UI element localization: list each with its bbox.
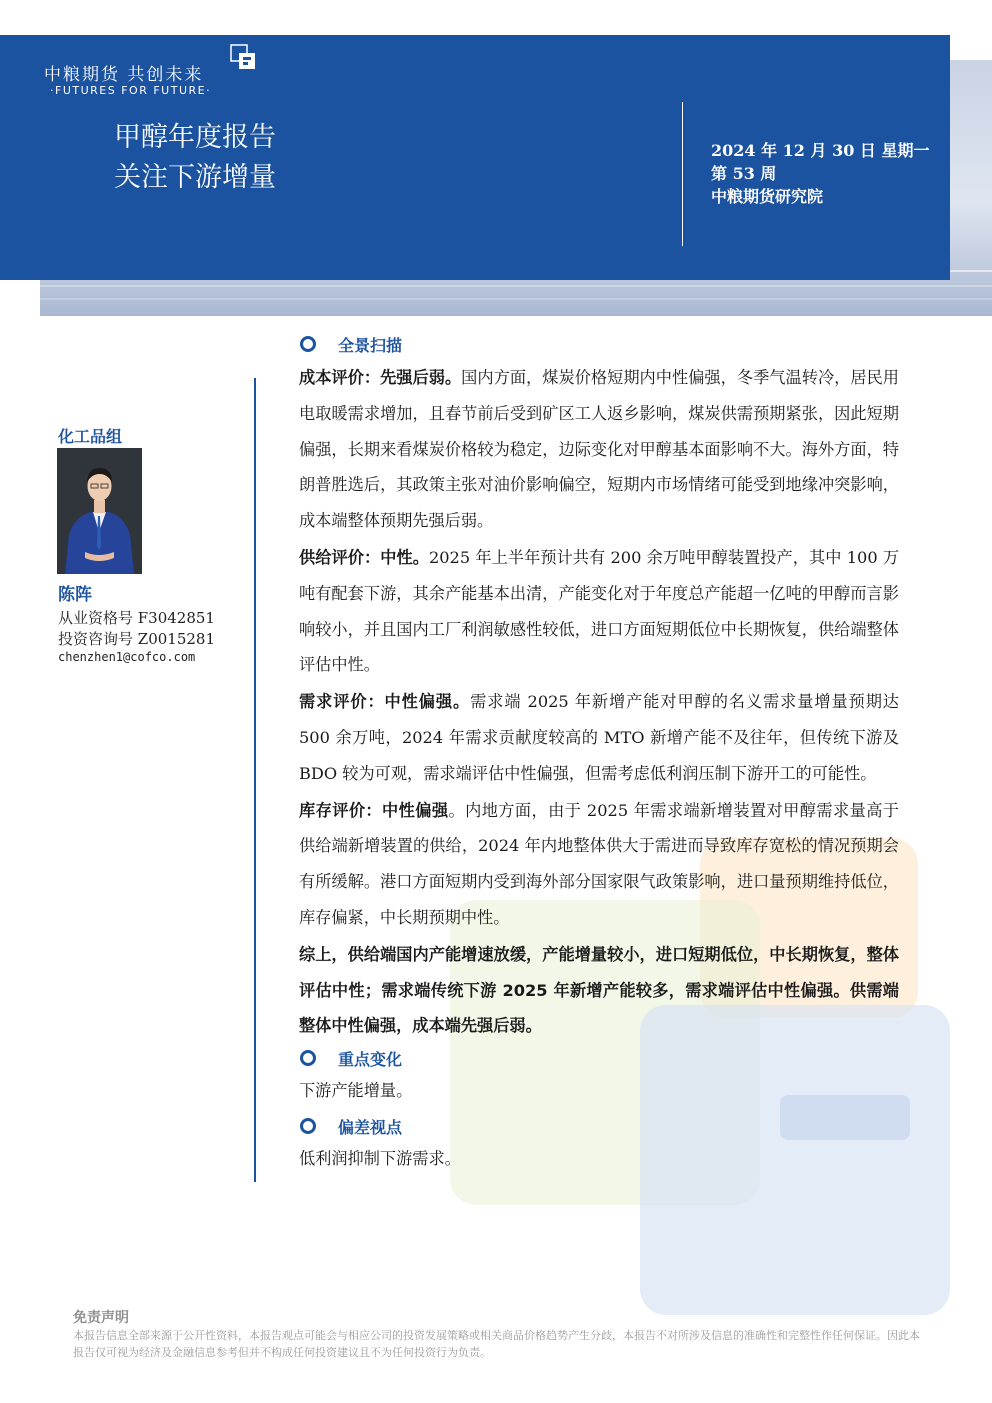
report-subtitle: 关注下游增量 <box>114 162 276 193</box>
practice-license: 从业资格号 F3042851 <box>58 609 215 627</box>
report-body <box>299 330 899 1180</box>
author-name: 陈阵 <box>58 585 92 605</box>
report-date: 2024 年 12 月 30 日 星期一 <box>711 141 930 160</box>
disclaimer-text: 本报告信息全部来源于公开性资料，本报告观点可能会与相应公司的投资发展策略或相关商品价格趋势产生分歧，本报告不对所涉及信息的准确性和完整性作任何保证。因此本报告仅可视为经济及金融信息参考但并不构成任何投资建议且不为任何投资行为负责。 <box>73 1329 920 1359</box>
header-divider <box>682 102 683 246</box>
company-slogan: ·FUTURES FOR FUTURE· <box>50 84 212 97</box>
report-title: 甲醇年度报告 <box>114 122 276 153</box>
cost-text: 国内方面，煤炭价格短期内中性偏强，冬季气温转冷，居民用电取暖需求增加，且春节前后受到矿区工人返乡影响，煤炭供需预期紧张，因此短期偏强，长期来看煤炭价格较为稳定，边际变化对甲醇基本面影响不大。海外方面，特朗普胜选后，其政策主张对油价影响偏空，短期内市场情绪可能受到地缘冲突影响，成本端整体预期先强后弱。 <box>299 368 899 531</box>
section-header-key-changes <box>299 1044 899 1072</box>
disclaimer-title: 免责声明 <box>73 1310 129 1326</box>
demand-evaluation <box>299 684 899 791</box>
section-title: 偏差视点 <box>338 1117 403 1137</box>
inventory-lead: 库存评价：中性偏强 <box>299 800 449 820</box>
demand-lead: 需求评价：中性偏强。 <box>299 692 471 712</box>
cost-evaluation <box>299 360 899 539</box>
cost-lead: 成本评价：先强后弱。 <box>299 368 462 387</box>
inventory-text: 。内地方面，由于 2025 年需求端新增装置对甲醇需求量高于供给端新增装置的供给，2024 年内地整体供大于需进而导致库存宽松的情况预期会有所缓解。港口方面短期内受到海外部分国家限气政策影响，进口量预期维持低位，库存偏紧，中长期预期中性。 <box>299 800 899 927</box>
key-changes-text: 下游产能增量。 <box>299 1081 413 1101</box>
logo-mark-icon <box>230 44 256 70</box>
research-institute: 中粮期货研究院 <box>711 187 824 206</box>
advisory-license: 投资咨询号 Z0015281 <box>58 630 215 648</box>
section-title: 全景扫描 <box>338 335 403 355</box>
section-header-overview <box>299 330 899 358</box>
section-header-deviation <box>299 1112 899 1140</box>
supply-text: 2025 年上半年预计共有 200 余万吨甲醇装置投产，其中 100 万吨有配套下游，其余产能基本出清，产能变化对于年度总产能超一亿吨的甲醇而言影响较小，并且国内工厂利润敏感性较低，进口方面短期低位中长期恢复，供给端整体评估中性。 <box>299 547 900 675</box>
sidebar-divider <box>254 378 256 1182</box>
supply-evaluation <box>299 540 899 683</box>
demand-text: 需求端 2025 年新增产能对甲醇的名义需求量增量预期达 500 余万吨，2024 年需求贡献度较高的 MTO 新增产能不及往年，但传统下游及 BDO 较为可观，需求端评估中性偏强，但需考虑低利润压制下游开工的可能性。 <box>299 692 899 783</box>
author-email[interactable]: chenzhen1@cofco.com <box>58 650 196 664</box>
report-week: 第 53 周 <box>711 164 777 183</box>
company-logo-text: 中粮期货 共创未来 <box>44 65 204 85</box>
research-team: 化工品组 <box>58 427 123 446</box>
section-title: 重点变化 <box>338 1049 403 1069</box>
bullet-icon <box>300 336 316 352</box>
bullet-icon <box>300 1118 316 1134</box>
summary-conclusion: 综上，供给端国内产能增速放缓，产能增量较小，进口短期低位，中长期恢复，整体评估中性；需求端传统下游 2025 年新增产能较多，需求端评估中性偏强。供需端整体中性偏强，成本端先强后弱。 <box>299 944 899 1036</box>
bullet-icon <box>300 1050 316 1066</box>
deviation-text: 低利润抑制下游需求。 <box>299 1149 461 1169</box>
supply-lead: 供给评价：中性。 <box>299 547 429 567</box>
author-photo <box>57 448 142 574</box>
inventory-evaluation <box>299 793 899 936</box>
